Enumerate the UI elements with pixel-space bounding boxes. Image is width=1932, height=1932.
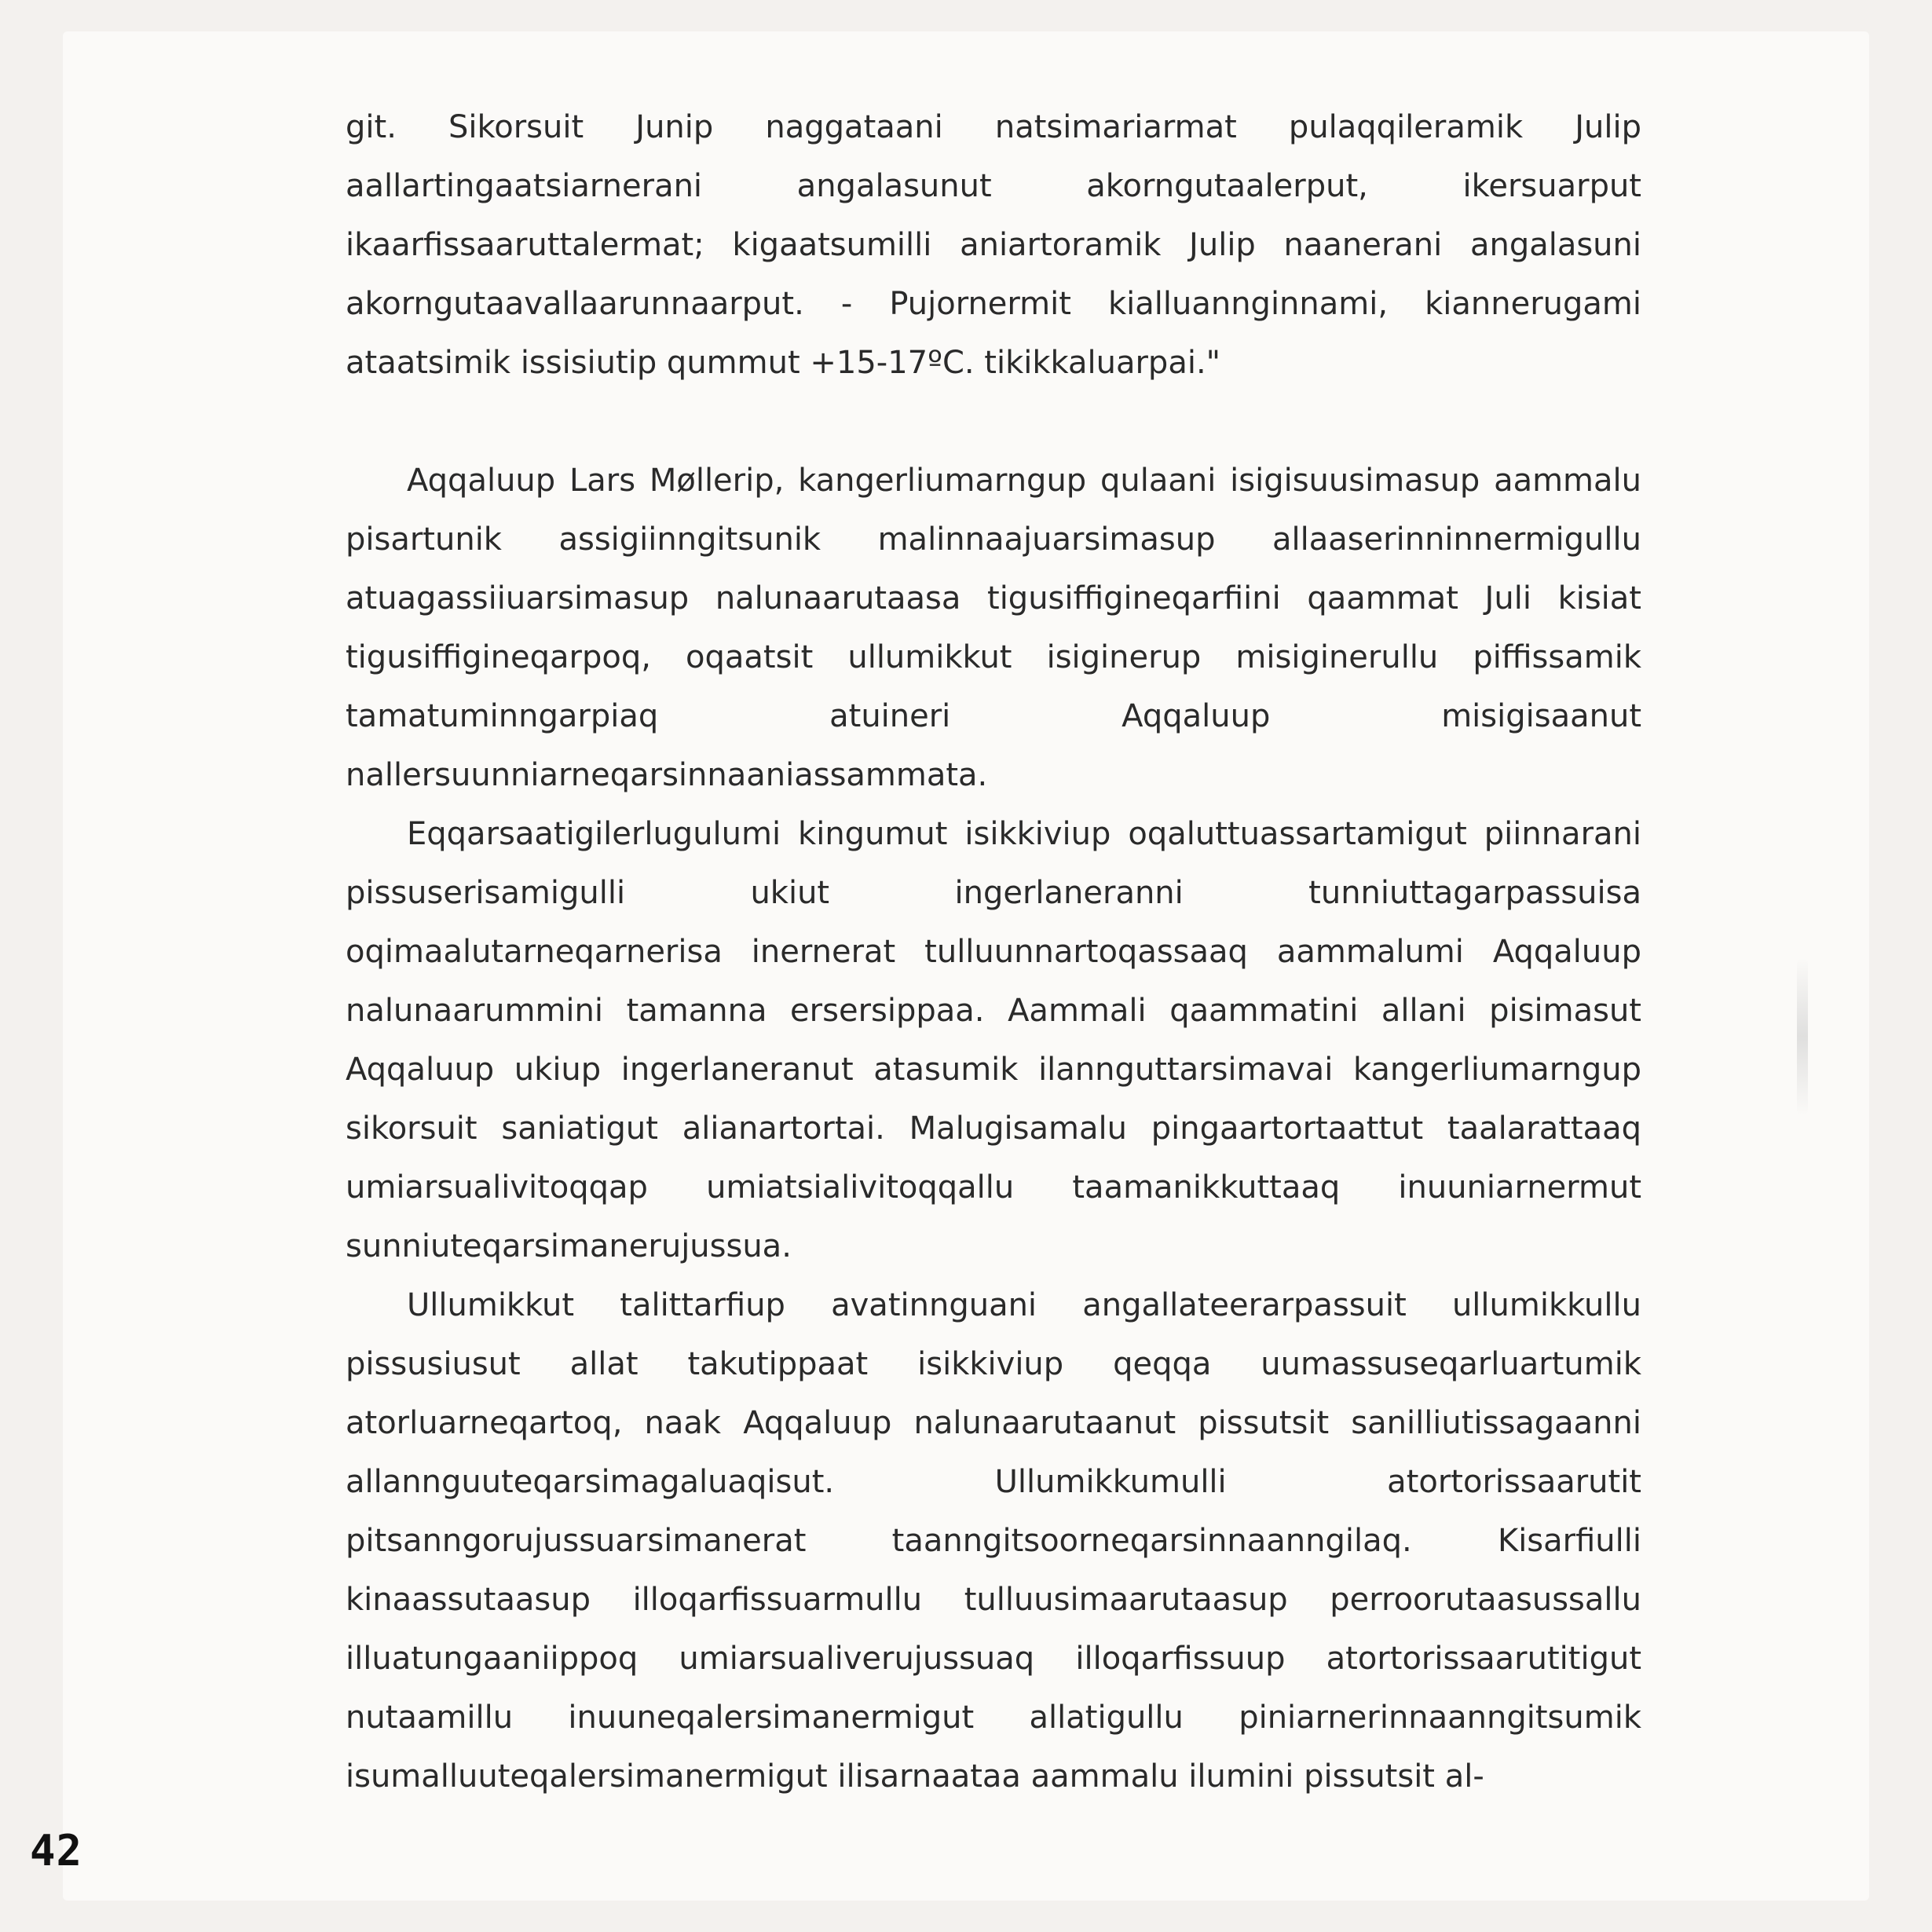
paragraph-continuation: git. Sikorsuit Junip naggataani natsimariarmat pulaqqileramik Julip aallartingaatsiarnerani angalasunut akorngutaalerput, ikersuarput ikaarfissaaruttalermat; kigaatsumilli aniartoramik Julip naanerani angalasuni akorngutaavallaarunnaarput. - Pujornermit kialluannginnami, kiannerugami ataatsimik issisiutip qummut +15-17ºC. tikikkaluarpai." xyxy=(346,109,1641,381)
paragraph-harbour-history: Eqqarsaatigilerlugulumi kingumut isikkiviup oqaluttuassartamigut piinnarani pissuserisamigulli ukiut ingerlaneranni tunniuttagarpassuisa oqimaalutarneqarnerisa inernerat tulluunnartoqassaaq aammalumi Aqqaluup nalunaarummini tamanna ersersippaa. Aammali qaammatini allani pisimasut Aqqaluup ukiup ingerlaneranut atasumik ilannguttarsimavai kangerliumarngup sikorsuit saniatigut alianartortai. Malugisamalu pingaartortaattut taalarattaaq umiarsualivitoqqap umiatsialivitoqqallu taamanikkuttaaq inuuniarnermut sunniuteqarsimanerujussua. xyxy=(346,816,1641,1264)
paragraph-lars-moller: Aqqaluup Lars Møllerip, kangerliumarngup qulaani isigisuusimasup aammalu pisartunik assigiinngitsunik malinnaajuarsimasup allaaserinninnermigullu atuagassiiuarsimasup nalunaarutaasa tigusiffigineqarfiini qaammat Juli kisiat tigusiffigineqarpoq, oqaatsit ullumikkut isiginerup misiginerullu piffissamik tamatuminngarpiaq atuineri Aqqaluup misigisaanut nallersuunniarneqarsinnaaniassammata. xyxy=(346,463,1641,793)
paragraph-gap xyxy=(346,393,1641,452)
paragraph-harbour-today: Ullumikkut talittarfiup avatinnguani angallateerarpassuit ullumikkullu pissusiusut allat takutippaat isikkiviup qeqqa uumassuseqarluartumik atorluarneqartoq, naak Aqqaluup nalunaarutaanut pissutsit sanilliutissagaanni allannguuteqarsimagaluaqisut. Ullumikkumulli atortorissaarutit pitsanngorujussuarsimanerat taanngitsoorneqarsinnaanngilaq. Kisarfiulli kinaassutaasup illoqarfissuarmullu tulluusimaarutaasup perroorutaasussallu illuatungaaniippoq umiarsualiverujussuaq illoqarfissuup atortorissaarutitigut nutaamillu inuuneqalersimanermigut allatigullu piniarnerinnaanngitsumik isumalluuteqalersimanermigut ilisarnaataa aammalu ilumini pissutsit al- xyxy=(346,1287,1641,1795)
page-number: 42 xyxy=(30,1826,83,1875)
body-text xyxy=(346,98,1641,1806)
scan-smudge xyxy=(1797,958,1808,1115)
